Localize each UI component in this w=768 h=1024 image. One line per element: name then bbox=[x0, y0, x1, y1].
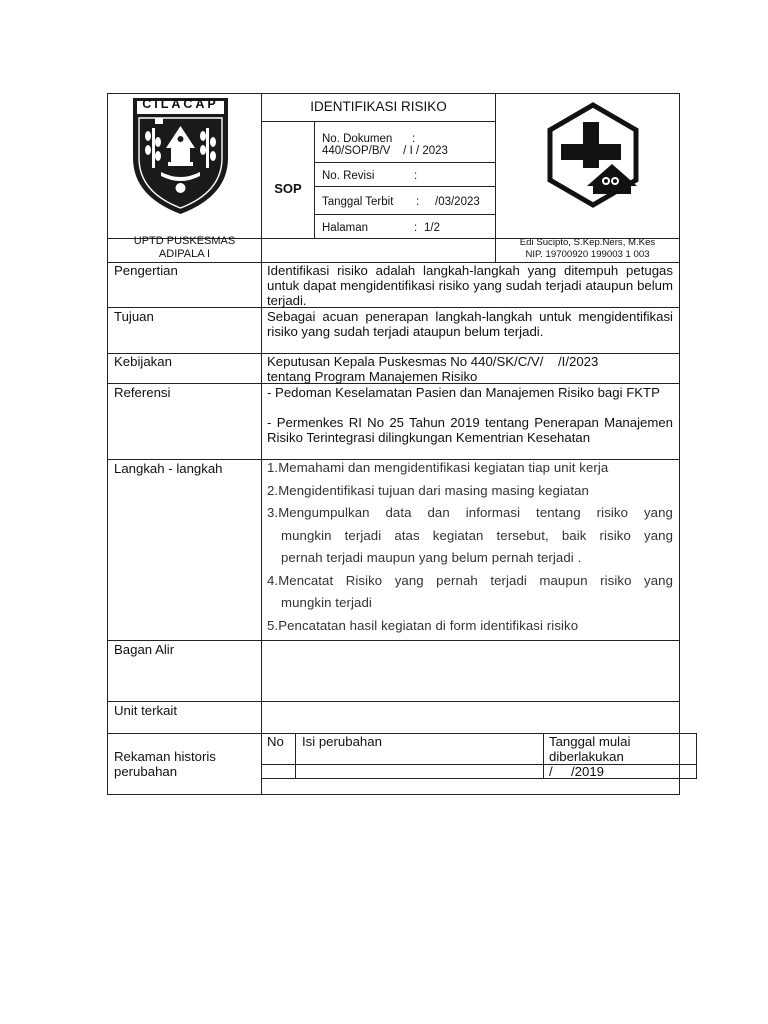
history-mid bbox=[261, 764, 697, 765]
kebijakan-text bbox=[267, 354, 673, 384]
tujuan-text: Sebagai acuan penerapan langkah-langkah untuk mengidentifikasi risiko yang sudah terjadi ataupun belum terjadi. bbox=[267, 309, 673, 339]
tanggal-terbit-value: /03/2023 bbox=[435, 196, 480, 208]
step-item: 4.Mencatat Risiko yang pernah terjadi maupun risiko yang bbox=[267, 573, 673, 588]
kebijakan-line-2: tentang Program Manajemen Risiko bbox=[267, 369, 478, 384]
step-item: mungkin terjadi atas kegiatan tersebut, baik risiko yang bbox=[281, 528, 673, 543]
referensi-item-2: - Permenkes RI No 25 Tahun 2019 tentang Penerapan Manajemen Risiko Terintegrasi dilingkungan Kementrian Kesehatan bbox=[267, 415, 673, 445]
line-langkah bbox=[107, 640, 680, 641]
history-col-tanggal-1: Tanggal mulai bbox=[549, 734, 631, 749]
title-underline bbox=[261, 121, 495, 122]
unit-line-2: ADIPALA I bbox=[158, 247, 211, 260]
history-col-no: No bbox=[267, 734, 284, 749]
step-item: mungkin terjadi bbox=[281, 595, 372, 610]
tanggal-terbit-label: Tanggal Terbit bbox=[322, 196, 394, 208]
halaman-colon: : bbox=[414, 222, 418, 234]
unit-name bbox=[108, 235, 261, 260]
step-item: 1.Memahami dan mengidentifikasi kegiatan tiap unit kerja bbox=[267, 460, 609, 475]
history-col-tanggal-2: diberlakukan bbox=[549, 749, 624, 764]
label-column-divider bbox=[261, 93, 262, 795]
border-top bbox=[107, 93, 680, 94]
no-revisi-colon: : bbox=[414, 170, 418, 182]
history-col-3 bbox=[696, 733, 697, 779]
history-row1-tanggal: / /2019 bbox=[549, 764, 604, 779]
rekaman-line-1: Rekaman historis bbox=[114, 749, 216, 764]
pengertian-label: Pengertian bbox=[114, 263, 178, 278]
no-dokumen-colon: : bbox=[412, 133, 416, 145]
history-col-2 bbox=[543, 733, 544, 779]
referensi-label: Referensi bbox=[114, 385, 171, 400]
bagan-alir-label: Bagan Alir bbox=[114, 642, 175, 657]
kebijakan-label: Kebijakan bbox=[114, 354, 172, 369]
line-bagan bbox=[107, 701, 680, 702]
border-right bbox=[679, 93, 680, 795]
unit-terkait-label: Unit terkait bbox=[114, 703, 178, 718]
step-item: pernah terjadi maupun yang belum pernah terjadi . bbox=[281, 550, 582, 565]
sop-label: SOP bbox=[274, 181, 302, 196]
rekaman-historis-label bbox=[114, 749, 216, 779]
border-left bbox=[107, 93, 108, 795]
langkah-label: Langkah - langkah bbox=[114, 461, 223, 476]
history-col-1 bbox=[295, 733, 296, 779]
history-col-isi: Isi perubahan bbox=[302, 734, 382, 749]
pengertian-text: Identifikasi risiko adalah langkah-langkah yang ditempuh petugas untuk dapat mengidentifikasi risiko yang sudah terjadi ataupun belum terjadi. bbox=[267, 263, 673, 308]
history-col-tanggal bbox=[549, 734, 630, 764]
tujuan-label: Tujuan bbox=[114, 309, 154, 324]
halaman-label: Halaman bbox=[322, 222, 369, 234]
rekaman-line-2: perubahan bbox=[114, 764, 178, 779]
row-line-3 bbox=[314, 214, 495, 215]
sop-divider bbox=[314, 121, 315, 239]
signer-block bbox=[496, 237, 679, 260]
halaman-value: 1/2 bbox=[424, 222, 440, 234]
step-item: 5.Pencatatan hasil kegiatan di form identifikasi risiko bbox=[267, 618, 579, 633]
no-revisi-label: No. Revisi bbox=[322, 170, 375, 182]
signer-nip: NIP. 19700920 199003 1 003 bbox=[525, 248, 650, 260]
signer-name: Edi Sucipto, S.Kep.Ners, M.Kes bbox=[519, 237, 656, 248]
cilacap-emblem-icon bbox=[131, 96, 230, 216]
no-dokumen-value: 440/SOP/B/V / I / 2023 bbox=[322, 145, 448, 157]
step-item: 3.Mengumpulkan data dan informasi tentang risiko yang bbox=[267, 505, 673, 520]
unit-line-1: UPTD PUSKESMAS bbox=[133, 235, 236, 247]
border-bottom bbox=[107, 794, 680, 795]
document-title: IDENTIFIKASI RISIKO bbox=[310, 99, 447, 114]
row-line-1 bbox=[314, 162, 495, 163]
step-item: 2.Mengidentifikasi tujuan dari masing masing kegiatan bbox=[267, 483, 589, 498]
tanggal-terbit-colon: : bbox=[416, 196, 420, 208]
referensi-item-1: - Pedoman Keselamatan Pasien dan Manajemen Risiko bagi FKTP bbox=[267, 385, 660, 400]
no-dokumen-label: No. Dokumen bbox=[322, 133, 393, 145]
history-bottom bbox=[261, 778, 697, 779]
puskesmas-logo-icon bbox=[540, 102, 646, 208]
row-line-2 bbox=[314, 186, 495, 187]
logo-left-text: CILACAP bbox=[142, 97, 219, 111]
kebijakan-line-1: Keputusan Kepala Puskesmas No 440/SK/C/V/ /I/2023 bbox=[267, 354, 599, 369]
